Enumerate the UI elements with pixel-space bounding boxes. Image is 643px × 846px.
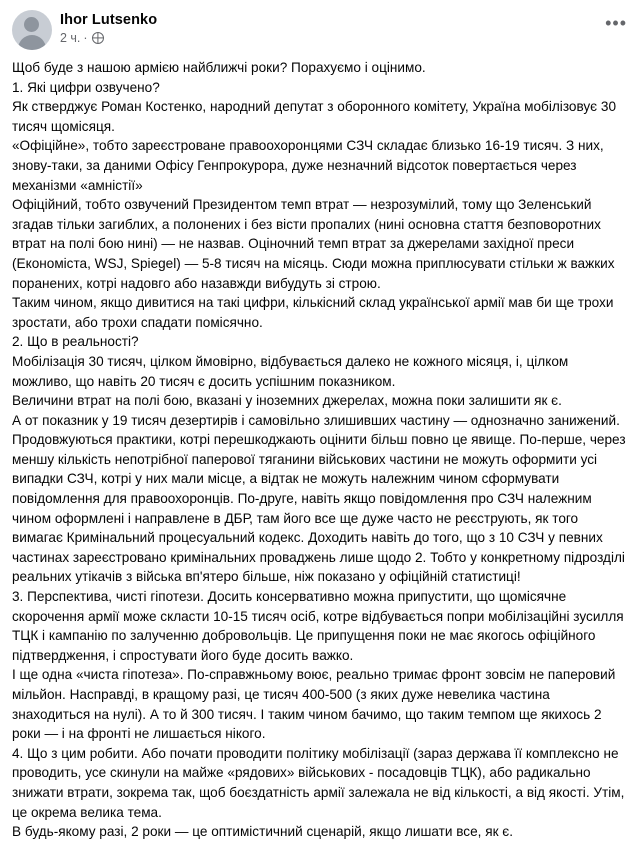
post-paragraph: Таким чином, якщо дивитися на такі цифри, кількісний склад української армії мав би ще трохи зростати, або трохи спадати помісячно. bbox=[12, 295, 614, 330]
avatar-head-shape bbox=[24, 17, 39, 32]
post-paragraph: «Офіційне», тобто зареєстроване правоохоронцями СЗЧ складає близько 16-19 тисяч. З них, знову-таки, за даними Офісу Генпрокурора, дуже незначний відсоток повертається через механізми «амністії» bbox=[12, 138, 604, 193]
meta-separator: · bbox=[83, 31, 88, 45]
post-timestamp[interactable]: 2 ч. bbox=[60, 31, 81, 45]
post-paragraph: Щоб буде з нашою армією найближчі роки? Порахуємо і оцінимо. bbox=[12, 60, 426, 75]
post-paragraph: Величини втрат на полі бою, вказані у іноземних джерелах, можна поки залишити як є. bbox=[12, 393, 562, 409]
post-paragraph: А от показник у 19 тисяч дезертирів і самовільно злишивших частину — однозначно занижений. Продовжуються практики, котрі перешкоджають оцінити більш повно це явище. По-перше, через меншу кількість непотрібної паперової тяганини військових частини не можуть оформити усі випадки СЗЧ, котрі у них мали місце, а відтак не можуть належним чином сформувати повідомлення для правоохоронців. По-друге, навіть якщо повідомлення про СЗЧ належним чином оформлені і направлене в ДБР, там його все ще дуже часто не реєструють, як того вимагає Кримінальний процесуальний кодекс. Доходить навіть до того, що з 10 СЗЧ у певних частинах зареєстровано кримінальних проваджень лише щодо 2. Тобто у конкретному підрозділі реальних утікачів з війська вп'ятеро більше, ніж показано у офіційній статистиці! bbox=[12, 412, 626, 585]
post-paragraph: В будь-якому разі, 2 роки — це оптимістичний сценарій, якщо лишати все, як є. bbox=[12, 824, 514, 840]
post-paragraph: Як стверджує Роман Костенко, народний депутат з оборонного комітету, Україна мобілізовує 30 тисяч щомісяця. bbox=[12, 99, 617, 134]
post-meta bbox=[60, 30, 157, 46]
avatar-body-shape bbox=[18, 35, 46, 50]
avatar[interactable] bbox=[12, 10, 52, 50]
post-author-block bbox=[60, 10, 157, 46]
post-paragraph: 4. Що з цим робити. Або почати проводити політику мобілізації (зараз держава її комплексно не проводить, усе скинули на майже «рядових» військових - посадовців ТЦК), або радикально знижати втрати, зокрема так, щоб боєздатність армії залежала не від кількості, а від якості. Утім, це окрема велика тема. bbox=[12, 745, 625, 820]
post-paragraph: 3. Перспектива, чисті гіпотези. Досить консервативно можна припустити, що щомісячне скорочення армії може скласти 10-15 тисяч осіб, котре відбувається попри мобілізаційні зусилля ТЦК і кампанію по залученню добровольців. Це припущення поки не має якогось офіційного підтвердження, і спростувати його буде досить важко. bbox=[12, 589, 624, 663]
post-paragraph: Офіційний, тобто озвучений Президентом темп втрат — незрозумілий, тому що Зеленський згадав тільки загиблих, а полонених і без вісти пропалих (нині основна стаття безповоротних втрат на полі бою нині) — не назвав. Оціночний темп втрат за джерелами західної преси (Економіста, WSJ, Spiegel) — 5-8 тисяч на місяць. Сюди можна приплюсувати стільки ж важких поранених, котрі надовго або назавжди вибудуть зі строю. bbox=[12, 197, 615, 291]
post-body bbox=[12, 56, 631, 842]
post-paragraph: 2. Що в реальності? bbox=[12, 334, 139, 350]
post-paragraph: Мобілізація 30 тисяч, цілком ймовірно, відбувається далеко не кожного місяця, і, цілком можливо, що навіть 20 тисяч є досить успішним показником. bbox=[12, 353, 569, 389]
post-more-options-button[interactable]: ••• bbox=[605, 13, 627, 33]
post-author-name[interactable]: Ihor Lutsenko bbox=[60, 12, 158, 28]
post-header bbox=[12, 10, 631, 50]
post-paragraph: 1. Які цифри озвучено? bbox=[12, 79, 160, 95]
globe-icon bbox=[92, 32, 104, 44]
post-paragraph: І ще одна «чиста гіпотеза». По-справжньому воює, реально тримає фронт зовсім не паперовий мільйон. Насправді, в кращому разі, це тисяч 400-500 (з яких дуже невелика частина знаходиться на нулі). А то й 300 тисяч. І таким чином бачимо, що таким темпом ще якихось 2 роки — і на фронті не лишається нікого. bbox=[12, 667, 616, 742]
